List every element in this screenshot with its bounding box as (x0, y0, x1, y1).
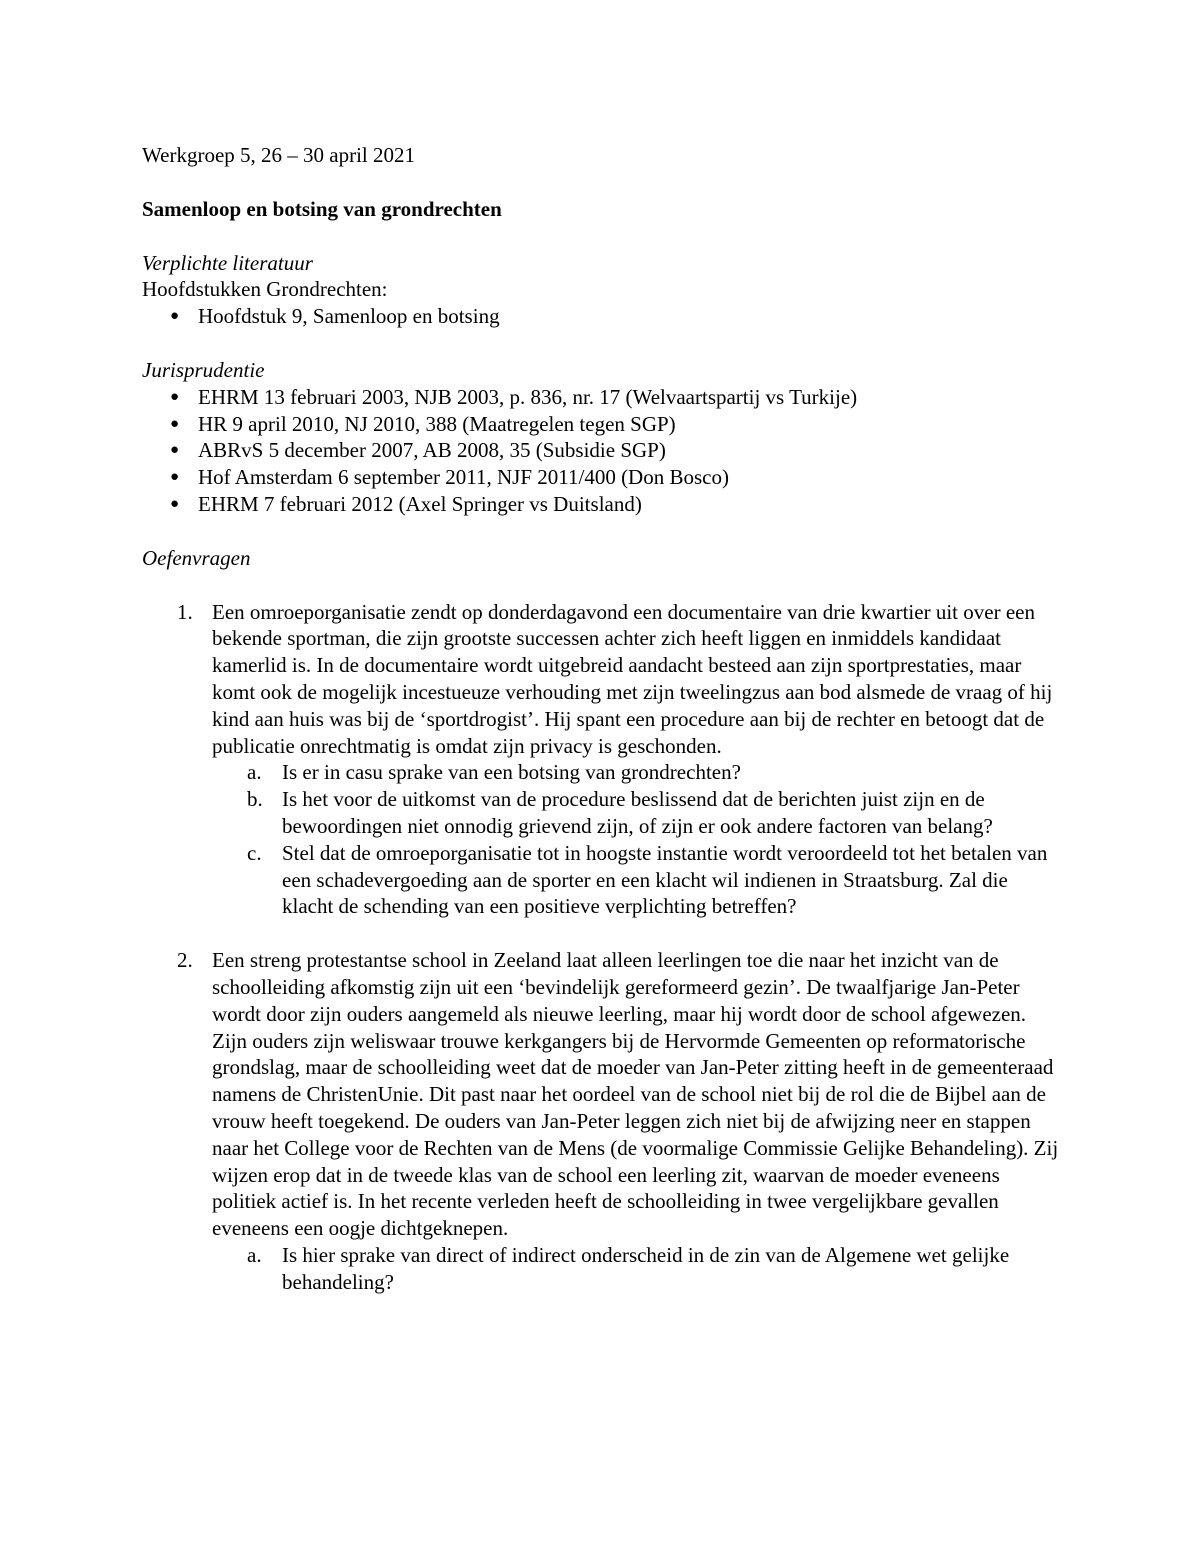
literature-intro: Hoofdstukken Grondrechten: (142, 277, 388, 302)
question-number: 2. (177, 948, 193, 973)
exercises-label: Oefenvragen (142, 545, 251, 570)
sub-question-letter: a. (247, 760, 262, 785)
case-law-item: Hof Amsterdam 6 september 2011, NJF 2011/400 (Don Bosco) (198, 465, 729, 490)
question-item (142, 947, 1062, 1295)
list-item (142, 411, 1062, 438)
sub-question-letter: a. (247, 1242, 262, 1267)
literature-list (142, 303, 1062, 330)
case-law-item: ABRvS 5 december 2007, AB 2008, 35 (Subsidie SGP) (198, 438, 666, 463)
question-number: 1. (177, 599, 193, 624)
sub-question-text: Is hier sprake van direct of indirect onderscheid in de zin van de Algemene wet gelijke behandeling? (282, 1242, 1010, 1294)
sub-question-list (212, 759, 1062, 920)
list-item (142, 437, 1062, 464)
bullet-icon: ● (170, 308, 180, 325)
case-law-list (142, 384, 1062, 518)
case-law-item: HR 9 april 2010, NJ 2010, 388 (Maatregelen tegen SGP) (198, 411, 676, 436)
list-item (142, 464, 1062, 491)
question-text: Een streng protestantse school in Zeeland laat alleen leerlingen toe die naar het inzicht van de schoolleiding afkomstig zijn uit een ‘bevindelijk gereformeerd gezin’. De twaalfjarige Jan-Peter wordt door zijn ouders aangemeld als nieuwe leerling, maar hij wordt door de school afgewezen. Zijn ouders zijn weliswaar trouwe kerkgangers bij de Hervormde Gemeenten op reformatorische grondslag, maar de schoolleiding weet dat de moeder van Jan-Peter zitting heeft in de gemeenteraad namens de ChristenUnie. Dit past naar het oordeel van de school niet bij de rol die de Bijbel aan de vrouw heeft toegekend. De ouders van Jan-Peter leggen zich niet bij de afwijzing neer en stappen naar het College voor de Rechten van de Mens (de voormalige Commissie Gelijke Behandeling). Zij wijzen erop dat in de tweede klas van de school een leerling zit, waarvan de moeder eveneens politiek actief is. In het recente verleden heeft de schoolleiding in twee vergelijkbare gevallen eveneens een oogje dichtgeknepen. (212, 948, 1059, 1241)
list-item (142, 303, 1062, 330)
sub-question-text: Stel dat de omroeporganisatie tot in hoogste instantie wordt veroordeeld tot het betalen van een schadevergoeding aan de sporter en een klacht wil indienen in Straatsburg. Zal die klacht de schending van een positieve verplichting betreffen? (282, 840, 1048, 919)
bullet-icon: ● (170, 388, 180, 405)
sub-question-letter: b. (247, 787, 263, 812)
case-law-item: EHRM 7 februari 2012 (Axel Springer vs Duitsland) (198, 491, 642, 516)
bullet-icon: ● (170, 415, 180, 432)
sub-question-list (212, 1242, 1062, 1296)
sub-question-item (212, 786, 1062, 840)
sub-question-text: Is er in casu sprake van een botsing van grondrechten? (282, 760, 741, 785)
document-title: Samenloop en botsing van grondrechten (142, 196, 502, 221)
case-law-item: EHRM 13 februari 2003, NJB 2003, p. 836, nr. 17 (Welvaartspartij vs Turkije) (198, 384, 858, 409)
list-item (142, 384, 1062, 411)
question-list (142, 599, 1062, 1296)
header-line: Werkgroep 5, 26 – 30 april 2021 (142, 143, 415, 167)
literature-item: Hoofdstuk 9, Samenloop en botsing (198, 304, 500, 329)
sub-question-item (212, 840, 1062, 920)
bullet-icon: ● (170, 442, 180, 459)
sub-question-item (212, 1242, 1062, 1296)
sub-question-letter: c. (247, 840, 262, 865)
bullet-icon: ● (170, 469, 180, 486)
question-text: Een omroeporganisatie zendt op donderdagavond een documentaire van drie kwartier uit over een bekende sportman, die zijn grootste successen achter zich heeft liggen en inmiddels kandidaat kamerlid is. In de documentaire wordt uitgebreid aandacht besteed aan zijn sportprestaties, maar komt ook de mogelijk incestueuze verhouding met zijn tweelingzus aan bod alsmede de vraag of hij kind aan huis was bij de ‘sportdrogist’. Hij spant een procedure aan bij de rechter en betoogt dat de publicatie onrechtmatig is omdat zijn privacy is geschonden. (212, 599, 1053, 758)
document-page (142, 142, 1062, 1295)
question-item (142, 599, 1062, 948)
bullet-icon: ● (170, 495, 180, 512)
sub-question-text: Is het voor de uitkomst van de procedure beslissend dat de berichten juist zijn en de bewoordingen niet onnodig grievend zijn, of zijn er ook andere factoren van belang? (282, 787, 993, 838)
sub-question-item (212, 759, 1062, 786)
list-item (142, 491, 1062, 518)
case-law-label: Jurisprudentie (142, 357, 265, 382)
literature-label: Verplichte literatuur (142, 250, 313, 275)
